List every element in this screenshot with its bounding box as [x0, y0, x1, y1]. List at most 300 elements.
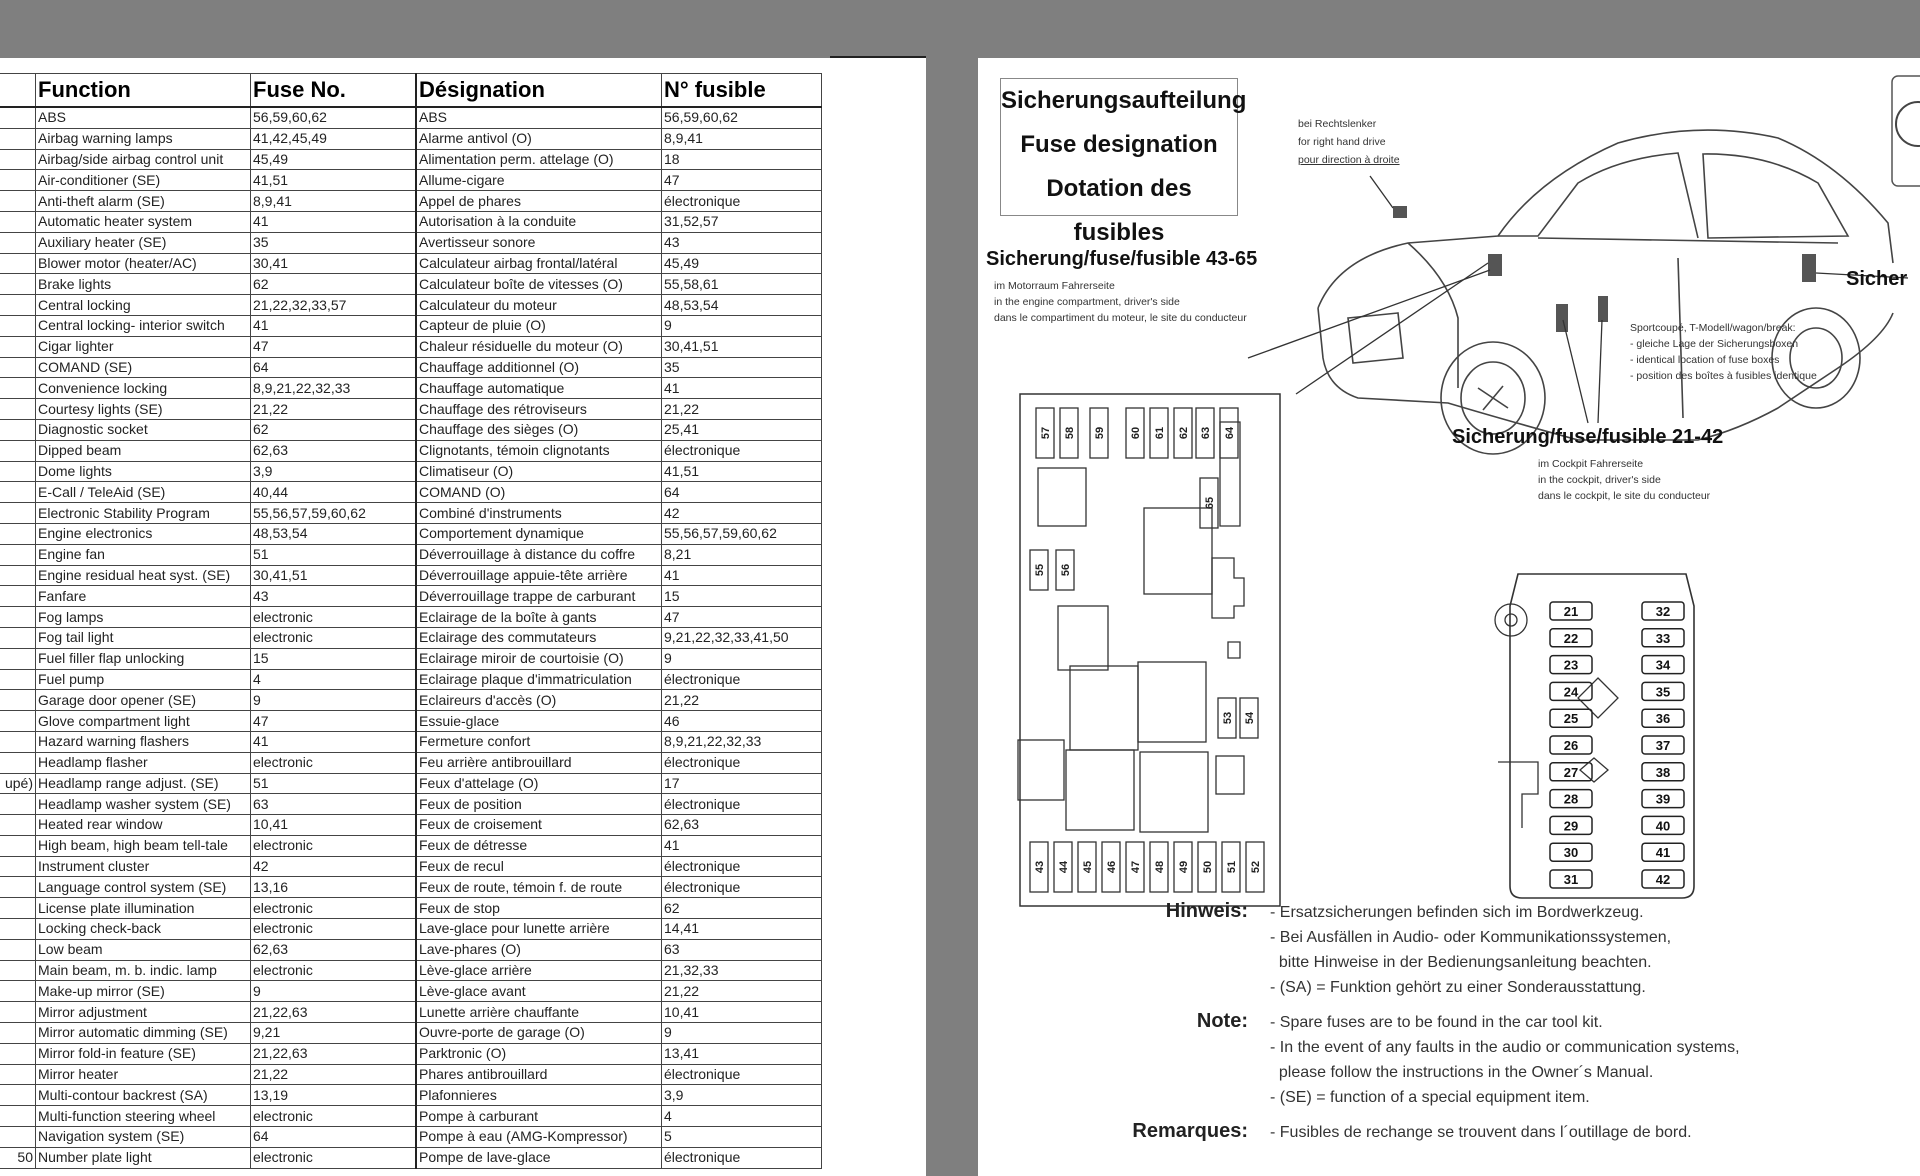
cell-n-fusible: 15: [662, 586, 822, 607]
sport-note-1: Sportcoupé, T-Modell/wagon/break:: [1630, 322, 1796, 334]
cell-function: Headlamp flasher: [36, 752, 251, 773]
cell-n-fusible: 25,41: [662, 419, 822, 440]
cell-function: Heated rear window: [36, 815, 251, 836]
cell-fuse-no: 35: [251, 232, 417, 253]
cell-n-fusible: 56,59,60,62: [662, 107, 822, 128]
fuse-number: 41: [1655, 845, 1671, 861]
table-row: [0, 149, 822, 170]
cell-designation: Combiné d'instruments: [416, 503, 662, 524]
cell-fuse-no: 63: [251, 794, 417, 815]
cell-designation: Eclairage plaque d'immatriculation: [416, 669, 662, 690]
table-row: [0, 295, 822, 316]
cell-fuse-no: 8,9,21,22,32,33: [251, 378, 417, 399]
cell-n-fusible: 41,51: [662, 461, 822, 482]
fuse-number: 36: [1655, 711, 1671, 727]
cell-n-fusible: 21,22: [662, 690, 822, 711]
cell-cut: [0, 565, 36, 586]
fuse-number: 23: [1563, 657, 1579, 673]
fuse-box-marker-5: [1393, 206, 1407, 218]
table-row: [0, 482, 822, 503]
table-row: [0, 669, 822, 690]
cell-n-fusible: 42: [662, 503, 822, 524]
cell-cut: [0, 1064, 36, 1085]
cell-n-fusible: 63: [662, 939, 822, 960]
table-row: [0, 919, 822, 940]
cell-n-fusible: 8,9,21,22,32,33: [662, 731, 822, 752]
cell-fuse-no: 48,53,54: [251, 523, 417, 544]
fuse-number: 52: [1250, 860, 1262, 874]
cell-n-fusible: 21,22: [662, 399, 822, 420]
fuse-number: 42: [1655, 872, 1671, 887]
table-row: [0, 752, 822, 773]
cell-fuse-no: 62: [251, 274, 417, 295]
fuse-number: 34: [1655, 657, 1671, 673]
cell-designation: Calculateur boîte de vitesses (O): [416, 274, 662, 295]
note-block: [1118, 1010, 1918, 1110]
cell-function: Mirror automatic dimming (SE): [36, 1023, 251, 1044]
cell-n-fusible: 30,41,51: [662, 336, 822, 357]
cockpit-sub-de: im Cockpit Fahrerseite: [1538, 458, 1644, 470]
cell-designation: Lave-glace pour lunette arrière: [416, 919, 662, 940]
cell-designation: Alimentation perm. attelage (O): [416, 149, 662, 170]
cell-fuse-no: 64: [251, 357, 417, 378]
fuse-number: 26: [1563, 738, 1579, 753]
cell-function: Diagnostic socket: [36, 419, 251, 440]
cell-function: Multi-function steering wheel: [36, 1106, 251, 1127]
cell-designation: Climatiseur (O): [416, 461, 662, 482]
cell-designation: Feux de route, témoin f. de route: [416, 877, 662, 898]
cell-cut: [0, 1085, 36, 1106]
cell-function: Multi-contour backrest (SA): [36, 1085, 251, 1106]
cell-n-fusible: 13,41: [662, 1043, 822, 1064]
cell-cut: [0, 981, 36, 1002]
cell-n-fusible: 10,41: [662, 1002, 822, 1023]
cell-cut: [0, 295, 36, 316]
cell-function: Anti-theft alarm (SE): [36, 191, 251, 212]
engine-fuse-title: Sicherung/fuse/fusible 43-65: [986, 248, 1258, 270]
cell-designation: Lève-glace arrière: [416, 960, 662, 981]
cell-fuse-no: 43: [251, 586, 417, 607]
cell-fuse-no: 21,22,63: [251, 1043, 417, 1064]
fuse-number: 28: [1563, 791, 1579, 807]
fuse-number: 43: [1034, 860, 1046, 874]
cell-designation: Eclairage des commutateurs: [416, 627, 662, 648]
fuse-number: 29: [1563, 818, 1579, 834]
fuse-number: 49: [1178, 860, 1190, 874]
cell-designation: Chauffage additionnel (O): [416, 357, 662, 378]
cell-n-fusible: 18: [662, 149, 822, 170]
cell-cut: [0, 253, 36, 274]
car-illustration: [1318, 130, 1893, 454]
fuse-number: 38: [1655, 764, 1671, 780]
title-de: Sicherungsaufteilung: [1001, 87, 1247, 114]
cell-fuse-no: 41,42,45,49: [251, 128, 417, 149]
table-row: [0, 565, 822, 586]
cell-fuse-no: 30,41,51: [251, 565, 417, 586]
cell-n-fusible: électronique: [662, 794, 822, 815]
cell-n-fusible: 62,63: [662, 815, 822, 836]
cell-cut: [0, 1106, 36, 1127]
cell-n-fusible: 45,49: [662, 253, 822, 274]
fuse-number: 60: [1130, 426, 1142, 440]
fuse-number: 47: [1130, 860, 1142, 874]
cell-function: Mirror heater: [36, 1064, 251, 1085]
table-row: [0, 586, 822, 607]
cell-cut: [0, 794, 36, 815]
cell-function: Headlamp range adjust. (SE): [36, 773, 251, 794]
cell-cut: [0, 919, 36, 940]
table-row: [0, 877, 822, 898]
note-line: - Bei Ausfällen in Audio- oder Kommunikationssystemen,: [1270, 929, 1672, 946]
fuse-number: 25: [1563, 711, 1579, 727]
cell-cut: [0, 315, 36, 336]
cell-n-fusible: 31,52,57: [662, 211, 822, 232]
cell-fuse-no: 47: [251, 711, 417, 732]
note-block: [1118, 900, 1918, 1000]
sport-note-4: - position des boîtes à fusibles identique: [1630, 370, 1817, 382]
cell-cut: [0, 877, 36, 898]
cell-cut: [0, 1127, 36, 1148]
note-lines: [1270, 900, 1918, 1000]
fuse-number: 61: [1154, 426, 1166, 440]
cell-designation: Eclairage de la boîte à gants: [416, 607, 662, 628]
cell-designation: Déverrouillage appuie-tête arrière: [416, 565, 662, 586]
table-row: [0, 128, 822, 149]
fuse-number: 24: [1563, 684, 1579, 700]
engine-sub-en: in the engine compartment, driver's side: [994, 296, 1180, 308]
cell-fuse-no: 41: [251, 731, 417, 752]
cell-cut: [0, 336, 36, 357]
cell-designation: Feux d'attelage (O): [416, 773, 662, 794]
cell-cut: [0, 648, 36, 669]
cell-fuse-no: 21,22: [251, 399, 417, 420]
cell-function: Garage door opener (SE): [36, 690, 251, 711]
cell-designation: Lunette arrière chauffante: [416, 1002, 662, 1023]
cell-cut: [0, 191, 36, 212]
cell-function: Airbag/side airbag control unit: [36, 149, 251, 170]
cell-designation: Déverrouillage à distance du coffre: [416, 544, 662, 565]
cell-cut: [0, 399, 36, 420]
fuse-box-marker-1: [1488, 254, 1502, 276]
fuse-number: 44: [1058, 860, 1070, 874]
cell-fuse-no: electronic: [251, 835, 417, 856]
cell-designation: Clignotants, témoin clignotants: [416, 440, 662, 461]
header-designation: Désignation: [416, 74, 662, 108]
cell-designation: Calculateur du moteur: [416, 295, 662, 316]
cell-cut: [0, 107, 36, 128]
table-row: [0, 378, 822, 399]
note-lines: [1270, 1120, 1918, 1145]
note-label: Hinweis:: [1165, 900, 1248, 922]
cell-function: COMAND (SE): [36, 357, 251, 378]
cell-n-fusible: 62: [662, 898, 822, 919]
cell-cut: [0, 586, 36, 607]
engine-sub-de: im Motorraum Fahrerseite: [994, 280, 1115, 292]
cockpit-fuse-title: Sicherung/fuse/fusible 21-42: [1452, 426, 1724, 448]
table-row: [0, 1127, 822, 1148]
cell-designation: Pompe de lave-glace: [416, 1147, 662, 1168]
cell-designation: Essuie-glace: [416, 711, 662, 732]
cell-function: Fuel pump: [36, 669, 251, 690]
cell-cut: [0, 503, 36, 524]
table-row: [0, 315, 822, 336]
cell-cut: [0, 1043, 36, 1064]
table-row: [0, 419, 822, 440]
header-cut: [0, 74, 36, 108]
fuse-number: 48: [1154, 860, 1166, 874]
cell-designation: Chauffage des sièges (O): [416, 419, 662, 440]
cell-fuse-no: 10,41: [251, 815, 417, 836]
cell-n-fusible: 41: [662, 565, 822, 586]
cell-cut: [0, 607, 36, 628]
cell-n-fusible: électronique: [662, 440, 822, 461]
cell-fuse-no: 64: [251, 1127, 417, 1148]
cell-n-fusible: 55,56,57,59,60,62: [662, 523, 822, 544]
cell-n-fusible: électronique: [662, 877, 822, 898]
cell-cut: [0, 627, 36, 648]
cell-fuse-no: 3,9: [251, 461, 417, 482]
cell-function: Instrument cluster: [36, 856, 251, 877]
notes: [1118, 900, 1918, 1155]
cell-designation: Feux de stop: [416, 898, 662, 919]
fuse-number: 50: [1202, 860, 1214, 874]
table-row: [0, 898, 822, 919]
table-row: [0, 1147, 822, 1168]
rhd-note-en: for right hand drive: [1298, 136, 1386, 148]
cell-n-fusible: 47: [662, 607, 822, 628]
cell-function: Dipped beam: [36, 440, 251, 461]
cell-n-fusible: 9: [662, 315, 822, 336]
cell-function: Brake lights: [36, 274, 251, 295]
fuse-box-marker-2: [1556, 304, 1568, 332]
fuse-number: 21: [1563, 604, 1579, 619]
table-row: [0, 1002, 822, 1023]
fuse-number: 37: [1655, 738, 1671, 753]
cell-cut: [0, 835, 36, 856]
cell-function: Headlamp washer system (SE): [36, 794, 251, 815]
cell-function: Convenience locking: [36, 378, 251, 399]
cell-n-fusible: 3,9: [662, 1085, 822, 1106]
cell-fuse-no: 42: [251, 856, 417, 877]
cell-fuse-no: electronic: [251, 627, 417, 648]
cell-function: Airbag warning lamps: [36, 128, 251, 149]
table-row: [0, 648, 822, 669]
cell-designation: Feux de recul: [416, 856, 662, 877]
cell-function: Fuel filler flap unlocking: [36, 648, 251, 669]
cell-function: Engine residual heat syst. (SE): [36, 565, 251, 586]
table-row: [0, 711, 822, 732]
cell-cut: [0, 731, 36, 752]
cell-n-fusible: électronique: [662, 191, 822, 212]
cell-function: Auxiliary heater (SE): [36, 232, 251, 253]
cell-cut: [0, 357, 36, 378]
table-row: [0, 1064, 822, 1085]
table-row: [0, 399, 822, 420]
note-line: - In the event of any faults in the audio or communication systems,: [1270, 1039, 1740, 1056]
table-row: [0, 211, 822, 232]
cell-function: Mirror fold-in feature (SE): [36, 1043, 251, 1064]
table-row: [0, 607, 822, 628]
note-label: Remarques:: [1132, 1120, 1248, 1142]
fuse-table-page: [0, 58, 926, 1176]
fuse-number: 56: [1060, 563, 1072, 577]
table-row: [0, 794, 822, 815]
cell-n-fusible: 41: [662, 835, 822, 856]
fuse-box-marker-3: [1598, 296, 1608, 322]
cell-n-fusible: 14,41: [662, 919, 822, 940]
cell-fuse-no: 47: [251, 336, 417, 357]
fuse-box-marker-4: [1802, 254, 1816, 282]
note-line: - Fusibles de rechange se trouvent dans l´outillage de bord.: [1270, 1124, 1692, 1141]
cell-designation: Phares antibrouillard: [416, 1064, 662, 1085]
cell-function: License plate illumination: [36, 898, 251, 919]
star-logo: [1896, 102, 1920, 146]
cell-designation: Plafonnieres: [416, 1085, 662, 1106]
note-line: please follow the instructions in the Owner´s Manual.: [1270, 1064, 1654, 1081]
note-line: - (SE) = function of a special equipment item.: [1270, 1089, 1590, 1106]
cell-n-fusible: électronique: [662, 1147, 822, 1168]
cell-function: Main beam, m. b. indic. lamp: [36, 960, 251, 981]
cell-fuse-no: 13,19: [251, 1085, 417, 1106]
cell-function: Fanfare: [36, 586, 251, 607]
cell-cut: [0, 149, 36, 170]
cell-designation: Parktronic (O): [416, 1043, 662, 1064]
cell-fuse-no: 4: [251, 669, 417, 690]
cell-n-fusible: 64: [662, 482, 822, 503]
cell-function: Number plate light: [36, 1147, 251, 1168]
cell-designation: Comportement dynamique: [416, 523, 662, 544]
fuse-number: 65: [1204, 496, 1216, 510]
cell-function: Central locking: [36, 295, 251, 316]
cell-cut: [0, 815, 36, 836]
note-label: Note:: [1196, 1010, 1248, 1032]
cell-n-fusible: 48,53,54: [662, 295, 822, 316]
cell-function: Engine electronics: [36, 523, 251, 544]
cell-fuse-no: 62: [251, 419, 417, 440]
table-row: [0, 960, 822, 981]
table-row: [0, 1023, 822, 1044]
cell-fuse-no: 9,21: [251, 1023, 417, 1044]
cell-fuse-no: 9: [251, 981, 417, 1002]
table-row: [0, 627, 822, 648]
cell-cut: [0, 440, 36, 461]
cell-n-fusible: électronique: [662, 1064, 822, 1085]
table-row: [0, 690, 822, 711]
cell-cut: [0, 690, 36, 711]
cell-function: Low beam: [36, 939, 251, 960]
cell-cut: [0, 960, 36, 981]
cell-function: Central locking- interior switch: [36, 315, 251, 336]
cell-n-fusible: électronique: [662, 856, 822, 877]
cell-designation: Autorisation à la conduite: [416, 211, 662, 232]
cell-fuse-no: 40,44: [251, 482, 417, 503]
cell-cut: upé): [0, 773, 36, 794]
note-line: - (SA) = Funktion gehört zu einer Sonderausstattung.: [1270, 979, 1646, 996]
table-row: [0, 357, 822, 378]
cell-designation: ABS: [416, 107, 662, 128]
cell-function: Hazard warning flashers: [36, 731, 251, 752]
cell-designation: Capteur de pluie (O): [416, 315, 662, 336]
cell-function: Make-up mirror (SE): [36, 981, 251, 1002]
fuse-number: 53: [1222, 711, 1234, 725]
fuse-number: 57: [1040, 426, 1052, 440]
cell-n-fusible: 47: [662, 170, 822, 191]
cell-fuse-no: 45,49: [251, 149, 417, 170]
fuse-number: 45: [1082, 860, 1094, 874]
table-row: [0, 336, 822, 357]
cell-n-fusible: électronique: [662, 669, 822, 690]
cell-function: Fog tail light: [36, 627, 251, 648]
cell-designation: Allume-cigare: [416, 170, 662, 191]
fuse-number: 46: [1106, 860, 1118, 874]
cell-cut: [0, 752, 36, 773]
cell-designation: Chauffage des rétroviseurs: [416, 399, 662, 420]
table-row: [0, 523, 822, 544]
fuse-number: 35: [1655, 684, 1671, 700]
table-row: [0, 939, 822, 960]
cell-n-fusible: 9: [662, 648, 822, 669]
fuse-number: 30: [1563, 845, 1579, 861]
table-row: [0, 856, 822, 877]
table-row: [0, 731, 822, 752]
cell-function: Language control system (SE): [36, 877, 251, 898]
cell-fuse-no: 41: [251, 211, 417, 232]
table-row: [0, 191, 822, 212]
cell-function: Navigation system (SE): [36, 1127, 251, 1148]
note-block: [1118, 1120, 1918, 1145]
pointer-lines: [1248, 176, 1908, 423]
cell-designation: Chauffage automatique: [416, 378, 662, 399]
cell-designation: Calculateur airbag frontal/latéral: [416, 253, 662, 274]
fuse-number: 22: [1563, 630, 1579, 646]
header-fuse-no: Fuse No.: [251, 74, 417, 108]
cell-fuse-no: 30,41: [251, 253, 417, 274]
fuse-number: 54: [1244, 711, 1256, 725]
table-row: [0, 773, 822, 794]
cell-fuse-no: 51: [251, 773, 417, 794]
cell-designation: Lève-glace avant: [416, 981, 662, 1002]
fuse-title-cut: Sicher: [1846, 268, 1908, 290]
fuse-number: 62: [1178, 426, 1190, 440]
cell-function: Blower motor (heater/AC): [36, 253, 251, 274]
fuse-number: 32: [1655, 604, 1671, 619]
cell-fuse-no: 8,9,41: [251, 191, 417, 212]
cell-cut: [0, 1023, 36, 1044]
fuse-number: 40: [1655, 818, 1671, 834]
cell-cut: [0, 461, 36, 482]
cell-fuse-no: electronic: [251, 898, 417, 919]
cell-n-fusible: 8,9,41: [662, 128, 822, 149]
title-fr: Dotation des fusibles: [1046, 175, 1192, 246]
table-row: [0, 1106, 822, 1127]
cell-n-fusible: 21,22: [662, 981, 822, 1002]
cell-fuse-no: 21,22,32,33,57: [251, 295, 417, 316]
cell-n-fusible: 43: [662, 232, 822, 253]
cell-designation: Feux de détresse: [416, 835, 662, 856]
cell-designation: Feux de croisement: [416, 815, 662, 836]
note-line: - Ersatzsicherungen befinden sich im Bordwerkzeug.: [1270, 904, 1644, 921]
engine-fuse-box: [1018, 394, 1280, 906]
cell-fuse-no: 21,22,63: [251, 1002, 417, 1023]
sport-note-2: - gleiche Lage der Sicherungsboxen: [1630, 338, 1799, 350]
cell-designation: Eclairage miroir de courtoisie (O): [416, 648, 662, 669]
header-function: Function: [36, 74, 251, 108]
cell-function: Fog lamps: [36, 607, 251, 628]
table-row: [0, 170, 822, 191]
cell-fuse-no: electronic: [251, 1106, 417, 1127]
cell-cut: [0, 856, 36, 877]
cell-fuse-no: 51: [251, 544, 417, 565]
